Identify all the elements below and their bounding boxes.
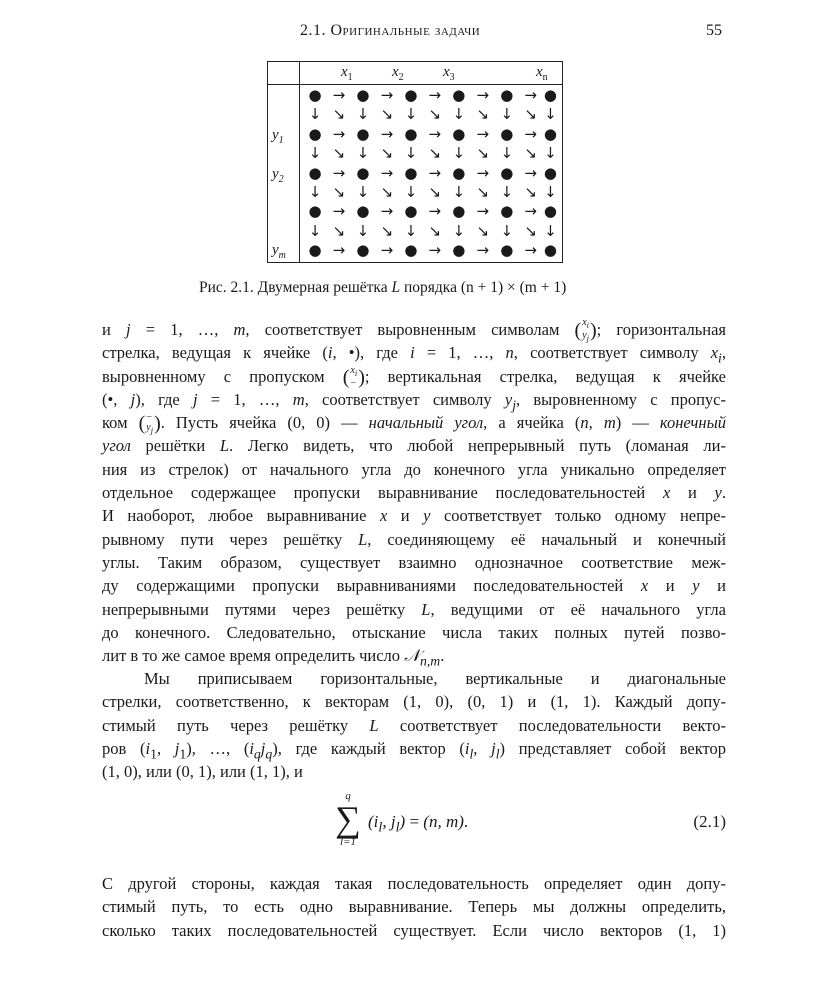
arrow-right-icon: → <box>332 202 346 221</box>
node-dot-icon: ● <box>500 163 514 182</box>
arrow-right-icon: → <box>476 241 490 260</box>
arrow-diagonal-icon: ↘ <box>380 183 394 201</box>
arrow-down-icon: ↓ <box>452 105 466 124</box>
node-dot-icon: ● <box>404 124 418 143</box>
text-line: выровненному с пропуском ( $x_i$ − ); вертикальная стрелка, ведущая к ячейке <box>102 365 726 390</box>
node-dot-icon: ● <box>500 86 514 104</box>
text-line: углы. Таким образом, существует взаимно однозначное соответствие меж- <box>102 552 726 572</box>
arrow-right-icon: → <box>524 124 537 143</box>
row-header-y2: $y_2$ <box>272 166 284 185</box>
arrow-diagonal-icon: ↘ <box>476 183 490 201</box>
text-line: лит в то же самое время определить число 𝒩$_{n,m}$. <box>102 646 445 669</box>
node-dot-icon: ● <box>452 202 466 221</box>
caption-suffix: порядка (n + 1) × (m + 1) <box>400 279 567 296</box>
arrow-down-icon: ↓ <box>356 144 370 163</box>
arrow-down-icon: ↓ <box>308 183 322 201</box>
node-dot-icon: ● <box>543 241 557 260</box>
sum-operator <box>330 790 366 848</box>
lattice-node-row <box>303 164 558 183</box>
text-line: ния из стрелок) от начального угла до конечного угла уникально определяет <box>102 459 726 479</box>
arrow-right-icon: → <box>524 202 537 221</box>
lattice-arrow-row <box>303 105 558 124</box>
arrow-right-icon: → <box>380 124 394 143</box>
text-line: стрелка, ведущая к ячейке (i, •), где i = 1, …, n, соответствует символу $x_i$, <box>102 343 726 366</box>
arrow-right-icon: → <box>476 124 490 143</box>
node-dot-icon: ● <box>500 202 514 221</box>
node-dot-icon: ● <box>404 86 418 104</box>
lattice-figure <box>267 61 563 263</box>
node-dot-icon: ● <box>356 124 370 143</box>
node-dot-icon: ● <box>356 202 370 221</box>
arrow-down-icon: ↓ <box>404 144 418 163</box>
arrow-diagonal-icon: ↘ <box>476 144 490 163</box>
arrow-right-icon: → <box>332 86 346 104</box>
arrow-down-icon: ↓ <box>404 105 418 124</box>
row-header-ym: $y_m$ <box>272 242 286 261</box>
lattice-divider-horizontal <box>268 84 562 85</box>
arrow-right-icon: → <box>428 86 442 104</box>
arrow-right-icon: → <box>428 163 442 182</box>
arrow-down-icon: ↓ <box>544 221 557 240</box>
arrow-diagonal-icon: ↘ <box>332 105 346 124</box>
column-header-xn: $x_n$ <box>536 64 548 83</box>
running-head <box>300 22 480 40</box>
arrow-right-icon: → <box>332 241 346 260</box>
lattice-node-row <box>303 125 558 144</box>
arrow-down-icon: ↓ <box>500 144 514 163</box>
paragraph-2 <box>102 667 726 783</box>
text-line: угол решётки L. Легко видеть, что любой непрерывный путь (ломаная ли- <box>102 436 726 456</box>
arrow-diagonal-icon: ↘ <box>476 221 490 240</box>
arrow-down-icon: ↓ <box>544 144 557 163</box>
node-dot-icon: ● <box>356 241 370 260</box>
figure-caption <box>199 279 566 297</box>
node-dot-icon: ● <box>543 124 557 143</box>
arrow-diagonal-icon: ↘ <box>524 221 537 240</box>
text-line: непрерывными путями через решётку L, ведущими от её начального угла <box>102 599 726 619</box>
arrow-right-icon: → <box>380 241 394 260</box>
lattice-divider-vertical <box>299 62 300 262</box>
lattice-arrow-row <box>303 144 558 163</box>
column-header-x2: $x_2$ <box>392 64 404 83</box>
node-dot-icon: ● <box>543 86 557 104</box>
text-line: стимый путь через решётку L соответствует последовательности векто- <box>102 715 726 735</box>
arrow-right-icon: → <box>524 241 537 260</box>
text-line: С другой стороны, каждая такая последовательность определяет один допу- <box>102 874 726 893</box>
node-dot-icon: ● <box>404 163 418 182</box>
arrow-right-icon: → <box>380 86 394 104</box>
equation-number: (2.1) <box>693 812 726 831</box>
arrow-right-icon: → <box>428 241 442 260</box>
arrow-diagonal-icon: ↘ <box>428 183 442 201</box>
text-line: Мы приписываем горизонтальные, вертикальные и диагональные <box>144 669 726 688</box>
arrow-down-icon: ↓ <box>308 144 322 163</box>
node-dot-icon: ● <box>404 202 418 221</box>
equation-body: ($i_l$, $j_l) = (n$, m). <box>368 812 469 836</box>
node-dot-icon: ● <box>308 202 322 221</box>
arrow-down-icon: ↓ <box>500 183 514 201</box>
text-line: рывному пути через решётку L, соединяющему её начальный и конечный <box>102 529 727 549</box>
text-line: до конечного. Следовательно, отыскание числа таких полных путей позво- <box>102 622 726 642</box>
arrow-diagonal-icon: ↘ <box>332 221 346 240</box>
arrow-right-icon: → <box>476 86 490 104</box>
arrow-down-icon: ↓ <box>500 221 514 240</box>
lattice-node-row <box>303 86 558 105</box>
arrow-diagonal-icon: ↘ <box>476 105 490 124</box>
node-dot-icon: ● <box>543 163 557 182</box>
node-dot-icon: ● <box>452 241 466 260</box>
arrow-down-icon: ↓ <box>544 105 557 124</box>
sum-upper-limit: q <box>345 790 351 802</box>
paragraph-3 <box>102 872 726 942</box>
sum-lower-limit: l=1 <box>340 836 356 848</box>
caption-prefix: Рис. 2.1. Двумерная решётка <box>199 279 392 296</box>
column-header-x1: $x_1$ <box>341 64 353 83</box>
text-line: стрелки, соответственно, к векторам (1, 0), (0, 1) и (1, 1). Каждый допу- <box>102 692 726 712</box>
arrow-diagonal-icon: ↘ <box>380 144 394 163</box>
arrow-diagonal-icon: ↘ <box>524 144 537 163</box>
node-dot-icon: ● <box>308 163 322 182</box>
arrow-down-icon: ↓ <box>308 221 322 240</box>
column-header-x3: $x_3$ <box>443 64 455 83</box>
arrow-down-icon: ↓ <box>452 183 466 201</box>
node-dot-icon: ● <box>308 86 322 104</box>
arrow-down-icon: ↓ <box>452 144 466 163</box>
section-number: 2.1. <box>300 22 326 39</box>
lattice-arrow-row <box>303 222 558 241</box>
node-dot-icon: ● <box>404 241 418 260</box>
text-line: (1, 0), или (0, 1), или (1, 1), и <box>102 762 303 782</box>
node-dot-icon: ● <box>452 86 466 104</box>
section-title: Оригинальные задачи <box>330 22 481 39</box>
arrow-diagonal-icon: ↘ <box>380 105 394 124</box>
arrow-right-icon: → <box>380 202 394 221</box>
node-dot-icon: ● <box>452 124 466 143</box>
text-line: стимый путь, то есть одно выравнивание. Теперь мы должны определить, <box>102 897 726 917</box>
arrow-down-icon: ↓ <box>404 183 418 201</box>
arrow-down-icon: ↓ <box>544 183 557 201</box>
node-dot-icon: ● <box>452 163 466 182</box>
node-dot-icon: ● <box>356 163 370 182</box>
arrow-right-icon: → <box>476 202 490 221</box>
arrow-down-icon: ↓ <box>452 221 466 240</box>
text-line: отдельное содержащее пропуски выравнивание последовательностей x и y. <box>102 483 726 503</box>
node-dot-icon: ● <box>356 86 370 104</box>
arrow-diagonal-icon: ↘ <box>332 144 346 163</box>
node-dot-icon: ● <box>543 202 557 221</box>
text-line: (•, j), где j = 1, …, m, соответствует символу $y_j$, выровненному с пропус- <box>102 389 726 413</box>
arrow-diagonal-icon: ↘ <box>524 183 537 201</box>
node-dot-icon: ● <box>500 124 514 143</box>
arrow-down-icon: ↓ <box>500 105 514 124</box>
arrow-down-icon: ↓ <box>356 221 370 240</box>
caption-L: L <box>391 279 401 296</box>
arrow-down-icon: ↓ <box>356 183 370 201</box>
text-line: сколько таких последовательностей существует. Если число векторов (1, 1) <box>102 920 726 940</box>
arrow-diagonal-icon: ↘ <box>428 144 442 163</box>
text-line: ров ($i_1$, $j_1$), …, $(i_qj_q)$, где каждый вектор ($i_l$, $j_l$) представляет собой вектор <box>102 738 726 762</box>
equation-2-1 <box>102 790 726 860</box>
arrow-diagonal-icon: ↘ <box>428 105 442 124</box>
arrow-right-icon: → <box>524 86 537 104</box>
text-line: ком ( − $y_j$ ). Пусть ячейка (0, 0) — начальный угол, а ячейка (n, m) — конечный <box>102 411 727 435</box>
arrow-diagonal-icon: ↘ <box>428 221 442 240</box>
paragraph-1 <box>102 318 726 667</box>
arrow-right-icon: → <box>380 163 394 182</box>
text-line: и j = 1, …, m, соответствует выровненным символам ( $x_i$ $y_j$ ); горизонтальная <box>102 317 726 344</box>
arrow-right-icon: → <box>332 163 346 182</box>
arrow-right-icon: → <box>428 202 442 221</box>
arrow-diagonal-icon: ↘ <box>524 105 537 124</box>
arrow-right-icon: → <box>332 124 346 143</box>
lattice-node-row <box>303 241 558 260</box>
lattice-arrow-row <box>303 183 558 202</box>
arrow-down-icon: ↓ <box>308 105 322 124</box>
arrow-right-icon: → <box>524 163 537 182</box>
sigma-symbol: ∑ <box>335 799 361 839</box>
arrow-diagonal-icon: ↘ <box>332 183 346 201</box>
arrow-right-icon: → <box>476 163 490 182</box>
lattice-node-row <box>303 202 558 221</box>
arrow-down-icon: ↓ <box>404 221 418 240</box>
row-header-y1: $y_1$ <box>272 127 284 146</box>
page-number: 55 <box>706 22 722 39</box>
arrow-down-icon: ↓ <box>356 105 370 124</box>
text-line: И наоборот, любое выравнивание x и y соответствует только одному непре- <box>102 506 727 526</box>
text-line: ду содержащими пропуски выравниваниями последовательностей x и y и <box>102 576 726 596</box>
node-dot-icon: ● <box>308 124 322 143</box>
arrow-diagonal-icon: ↘ <box>380 221 394 240</box>
arrow-right-icon: → <box>428 124 442 143</box>
node-dot-icon: ● <box>308 241 322 260</box>
node-dot-icon: ● <box>500 241 514 260</box>
